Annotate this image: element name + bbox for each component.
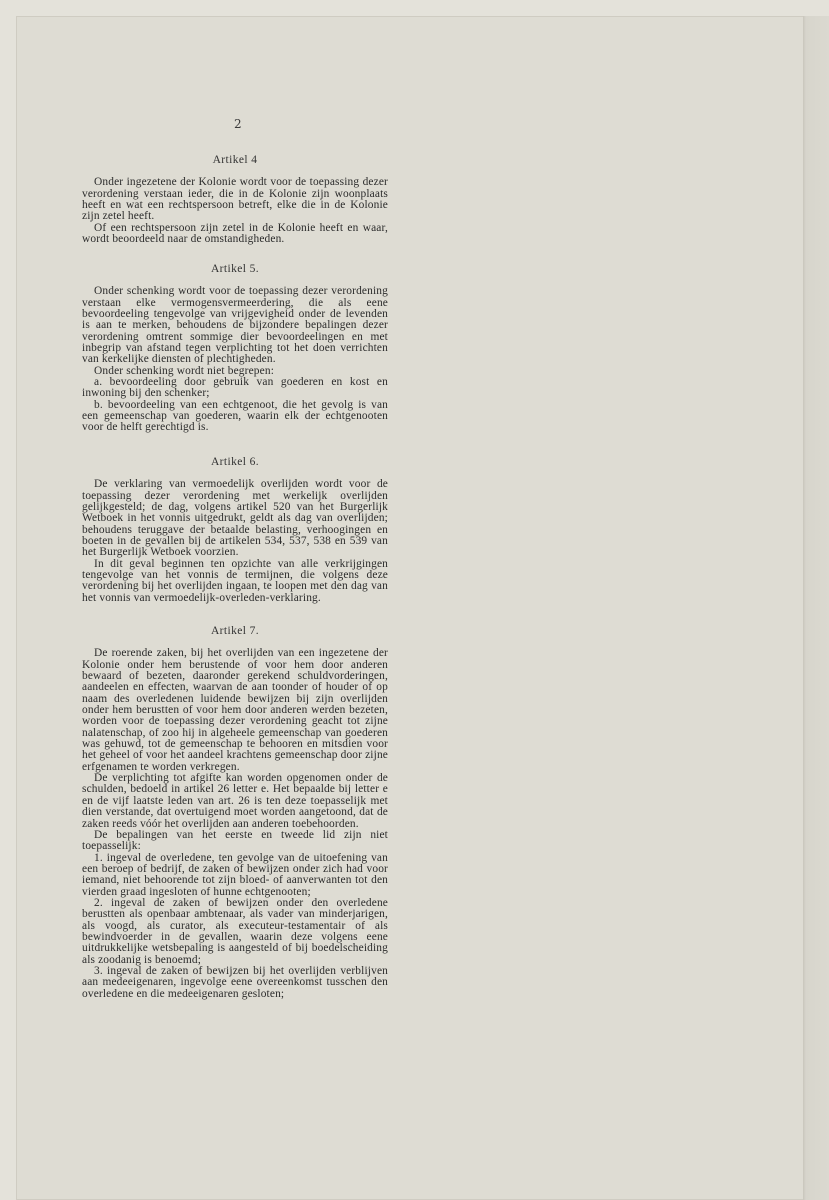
article-paragraph: De bepalingen van het eerste en tweede lid zijn niet toepasselijk: [82, 828, 388, 853]
article-paragraph: Onder ingezetene der Kolonie wordt voor de toepassing dezer verordening verstaan ieder, die in de Kolonie zijn woonplaats heeft en wat een rechtspersoon betreft, elke die in de Kolonie zijn zetel heeft. [82, 176, 388, 223]
article-paragraph: De verplichting tot afgifte kan worden opgenomen onder de schulden, bedoeld in artikel 26 letter e. Het bepaalde bij letter e en de vijf laatste leden van art. 26 is ten deze toepasselijk met dien verstande, dat overtuigend moet worden aangetoond, dat de zaken reeds vóór het overlijden aan anderen toebehoorden. [82, 772, 388, 830]
article-list-item: 2. ingeval de zaken of bewijzen onder den overledene berustten als openbaar ambtenaar, als vader van minderjarigen, als voogd, als curator, als executeur-testamentair of als bewindvoerder in de gevallen, waarin deze volgens eene uitdrukkelijke wetsbepaling is aangesteld of bij boedelscheiding als zoodanig is benoemd; [82, 896, 388, 966]
article-list-item: b. bevoordeeling van een echtgenoot, die het gevolg is van een gemeenschap van goederen, waarin elk der echtgenooten voor de helft gerechtigd is. [82, 398, 388, 434]
article-7 [82, 626, 388, 1000]
article-heading: Artikel 6. [210, 456, 260, 468]
article-heading: Artikel 4 [212, 154, 258, 166]
paper-edge [803, 16, 829, 1200]
article-5 [82, 264, 388, 434]
article-paragraph: Onder schenking wordt voor de toepassing dezer verordening verstaan elke vermogensvermeerdering, die als eene bevoordeeling tengevolge van vrijgevigheid onder de levenden is aan te merken, behoudens de bijzondere bepalingen dezer verordening omtrent sommige dier bevoordeelingen en met inbegrip van afstand tegen verplichting tot het doen verrichten van kerkelijke diensten of plechtigheden. [82, 285, 388, 366]
article-heading: Artikel 7. [210, 625, 260, 637]
article-heading: Artikel 5. [210, 263, 260, 275]
article-paragraph: Of een rechtspersoon zijn zetel in de Kolonie heeft en waar, wordt beoordeeld naar de omstandigheden. [82, 221, 388, 246]
article-4 [82, 155, 388, 245]
article-list-item: 1. ingeval de overledene, ten gevolge van de uitoefening van een beroep of bedrijf, de zaken of bewijzen onder zich had voor iemand, niet behoorende tot zijn bloed- of aanverwanten tot den vierden graad ingesloten of hunne echtgenooten; [82, 851, 388, 898]
article-list-item: 3. ingeval de zaken of bewijzen bij het overlijden verblijven aan medeeigenaren, ingevolge eene overeenkomst tusschen den overledene en die medeeigenaren gesloten; [82, 964, 388, 1000]
article-list-item: a. bevoordeeling door gebruik van goederen en kost en inwoning bij den schenker; [82, 376, 388, 400]
article-paragraph: De verklaring van vermoedelijk overlijden wordt voor de toepassing dezer verordening met werkelijk overlijden gelijkgesteld; de dag, volgens artikel 520 van het Burgerlijk Wetboek in het vonnis uitgedrukt, geldt als dag van overlijden; behoudens teruggave der betaalde belasting, verhoogingen en boeten in de gevallen bij de artikelen 534, 537, 538 en 539 van het Burgerlijk Wetboek voorzien. [82, 478, 388, 559]
article-6 [82, 457, 388, 604]
article-paragraph: De roerende zaken, bij het overlijden van een ingezetene der Kolonie onder hem berustende of voor hem door anderen bewaard of bezeten, daaronder gerekend schuldvorderingen, aandeelen en effecten, waarvan de aan toonder of houder of op naam des overledenen luidende bewijzen bij zijn overlijden onder hem berustten of voor hem door anderen werden bezeten, worden voor de toepassing dezer verordening geacht tot zijne nalatenschap, of zoo hij in algeheele gemeenschap van goederen was gehuwd, tot de gemeenschap te behooren en mitsdien voor het geheel of voor het aandeel krachtens gemeenschap door zijne erfgenamen te worden verkregen. [82, 647, 388, 773]
article-paragraph: In dit geval beginnen ten opzichte van alle verkrijgingen tengevolge van het vonnis de termijnen, die volgens deze verordening bij het overlijden ingaan, te loopen met den dag van het vonnis van vermoedelijk-overleden-verklaring. [82, 557, 388, 604]
page-number: 2 [234, 117, 242, 131]
article-paragraph: Onder schenking wordt niet begrepen: [94, 364, 275, 377]
